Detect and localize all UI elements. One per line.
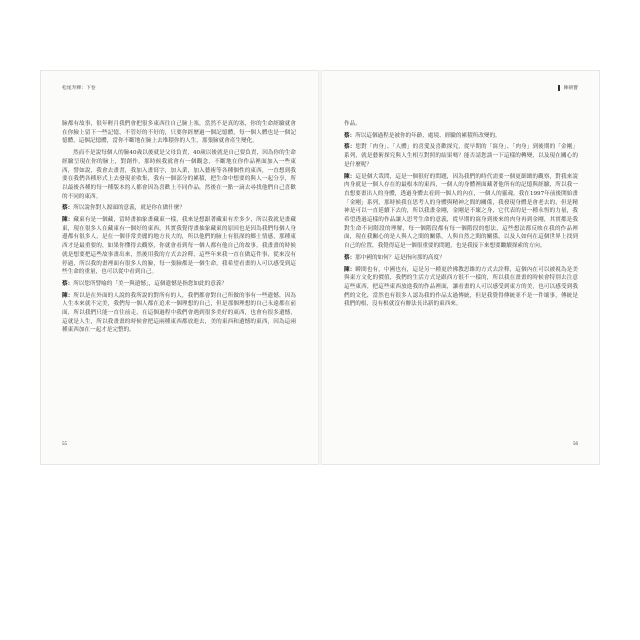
- paragraph: [62, 216, 296, 277]
- paragraph: [62, 120, 296, 146]
- paragraph: [344, 132, 578, 141]
- paragraph-text: 瞬間也有，中國也有，這是另一種更於佛教思維的方式去詮釋，這個內在可以被視為是美與東方文化的價值，我們的生活方式是跟西方很不一樣的，所以我在畫畫的時候會特別去注意這些東西，把這些東西放進我的作品裡面，讓看畫的人可以感受到東方的美，也可以感受到我們的文化，當然也有很多人認為我的作品太過傳統，但是我覺得傳統並不是一件壞事，傳統是我們的根，沒有根就沒有辦法長出新的東西來。: [344, 266, 578, 308]
- running-head-text: 松尾寿輝：下卷: [62, 86, 96, 91]
- book-spread: [40, 70, 600, 465]
- speaker-label: 蔡：: [344, 254, 356, 261]
- page-number: 56: [573, 442, 578, 447]
- right-page: [322, 70, 600, 465]
- paragraph: [344, 266, 578, 310]
- paragraph-text: 作品。: [344, 121, 361, 127]
- paragraph-text: 那中國的如何？這是指向那的高度？: [355, 254, 445, 261]
- speaker-label: 蔡：: [344, 132, 356, 139]
- speaker-label: 蔡：: [344, 144, 356, 151]
- paragraph: [344, 143, 578, 169]
- speaker-label: 陳：: [62, 292, 74, 299]
- paragraph: [344, 254, 578, 263]
- body-text: [62, 120, 296, 338]
- paragraph-text: 所以說你對人源頭的意義，就是你在做什麼？: [73, 205, 186, 212]
- speaker-label: 陳：: [344, 173, 356, 180]
- running-head-text: 陳朝寶: [563, 86, 578, 91]
- speaker-label: 陳：: [62, 217, 74, 224]
- speaker-label: 陳：: [344, 266, 356, 273]
- paragraph-text: 臉都有故事，很年輕月我們會把很多東西往自己臉上塞，當然不是真的塞，你的生命經驗就會在你臉上留下一些記憶，不管好的不好的，只要你經歷過一個記憶體，每一個人體也是一個記憶體，這個記憶體，當你不斷地在臉上去堆積你的人生，那張臉就會產生變化。: [62, 121, 296, 145]
- paragraph-text: 所以您所譬喻的「美一與遺憾」，這個遺憾是指您如此的意義？: [73, 280, 228, 287]
- speaker-label: 蔡：: [62, 205, 74, 212]
- paragraph-text: 這是個大哉問，這是一個很好的問題，因為我們的時代需要一個更細緻的觀察，對我來說肉身就是一個人存在的最根本的東西，一個人的身體裡面藏著他所有的記憶與經驗，所以我一直想要畫出人的身體，透過身體去看到一個人的內在，一個人的靈魂，我在1997年前後開始畫「金剛」系列，那時候我在思考人的身體與精神之間的關係，我發現身體是會老去的，但是精神是可以一直延續下去的，所以我畫金剛，金剛是不壞之身，它代表的是一種永恆的力量，我希望透過這樣的作品讓人思考生命的意義，從早期的窩身到後來的肉身再到金剛，其實都是我對生命不同階段的理解，每一個階段都有每一個階段的想法，這些想法都反映在我的作品裡面，現在我關心的是人與人之間的關係，人與自然之間的關係，以及人如何在這個世界上找到自己的位置，我覺得這是一個很重要的問題，也是我接下來想要繼續探索的方向。: [344, 173, 578, 250]
- paragraph: [344, 173, 578, 251]
- running-head: [558, 84, 578, 91]
- running-head: [62, 84, 96, 91]
- paragraph: [62, 292, 296, 336]
- paragraph: [62, 204, 296, 213]
- running-head-mark: [558, 85, 560, 91]
- left-page: [40, 70, 318, 465]
- paragraph-text: 所以這個過程是被你的年齡、處境、經驗的累積所改變的。: [355, 132, 501, 139]
- paragraph-text: 所以是在外面的人說的我所說的對所有的人，我們都會對自己所做的事有一些遺憾，因為人生本來就不完美，我們每一個人都在追求一個理想的自己，但是那個理想的自己永遠都在前面，所以我們只能一直往前走，在這個過程中我們會遇到很多美好的東西，也會有很多遺憾，這就是人生，所以我畫畫的時候會把這兩種東西都放進去，美的東西和遺憾的東西，因為這兩種東西加在一起才是完整的。: [62, 292, 296, 334]
- body-text: [344, 120, 578, 312]
- paragraph: [62, 149, 296, 201]
- paragraph: [344, 120, 578, 129]
- paragraph-text: 藏東有是一個藏，當時畫抽象畫藏東一樣，我來是想跟著藏東有差多少，所以我就是畫藏東，現在很多人在藏東有一個好的東西，其實我覺得畫抽象藏東的原因也是因為我們每個人身邊都有很多人，是在一個非常美麗的地方長大的，所以他們的臉上有很深的鄉土情感，那種東西才是最重要的，如果你懂得去觀察，你就會看到每一個人都有他自己的故事，我畫畫的時候就是想要把這些故事畫出來，然後用我的方式去詮釋，這些年來我一直在做這件事，從來沒有停過，所以我的畫裡面有很多人的臉，每一張臉都是一個生命，我希望看畫的人可以感受到這些生命的重量，也可以從中看到自己。: [62, 217, 296, 276]
- paragraph: [62, 280, 296, 289]
- paragraph-text: 您對「肉身」、「人體」的喜愛及喜歡探究，從早期的「窩身」、「肉身」到後期的「金剛」系列，就是藝術探究與人生相互對照的結果嗎？能否請您談一下這樣的轉變，以及現在關心的是什麼呢？: [344, 144, 578, 168]
- page-number: 55: [62, 442, 67, 447]
- speaker-label: 蔡：: [62, 280, 74, 287]
- paragraph-text: 然而不是說每個人的臉40歲以後就是父母負責，40歲以後就是自己要負責，因為你的生命經驗呈現在你的臉上，對創作，那時候我就會有一個觀念，不斷地在你作品裡面加入一些東西，譬如說，我會去畫書，我加入畫寫字，加入業，加入藝術等各種個性的東西，一直想到我要在我們各種形式上去發現並收集，我有一個部分的累積，把生命中想要的與人一起分享，所以最後各種的每一種版本的人都會因為喜歡上不同作品，然後在一點一滴去尋找他們自己喜歡的不同的東西。: [62, 150, 296, 200]
